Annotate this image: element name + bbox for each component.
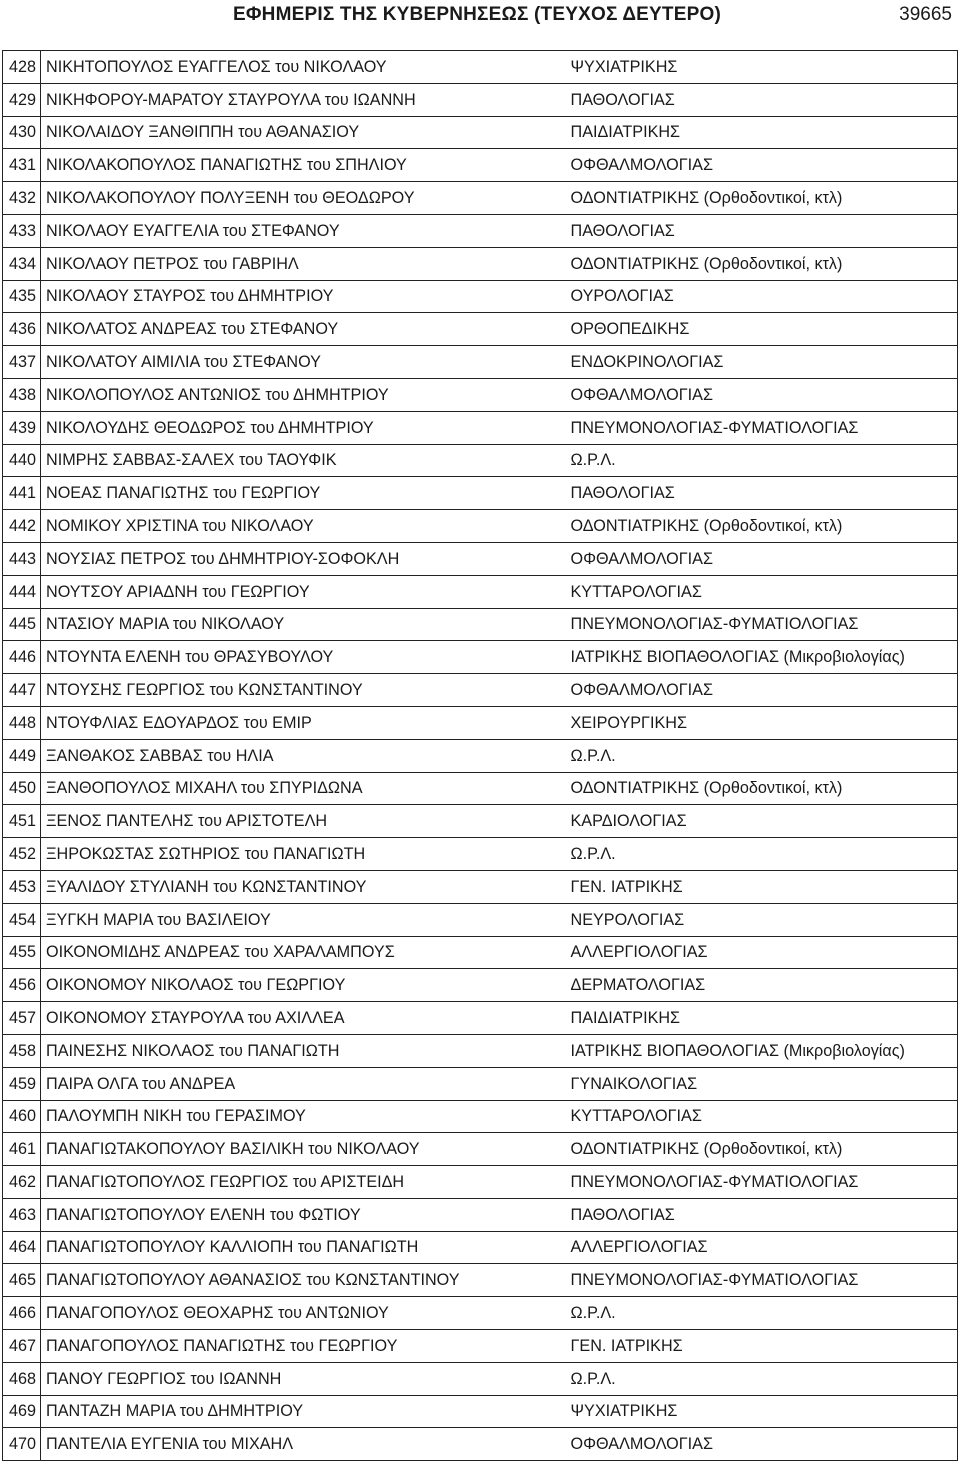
specialty: ΚΥΤΤΑΡΟΛΟΓΙΑΣ [566, 575, 958, 608]
row-number: 452 [3, 838, 41, 871]
specialty: ΠΝΕΥΜΟΝΟΛΟΓΙΑΣ-ΦΥΜΑΤΙΟΛΟΓΙΑΣ [566, 411, 958, 444]
row-number: 464 [3, 1231, 41, 1264]
row-number: 462 [3, 1166, 41, 1199]
person-name: ΝΤΟΥΝΤΑ ΕΛΕΝΗ του ΘΡΑΣΥΒΟΥΛΟΥ [41, 641, 566, 674]
specialty: ΠΝΕΥΜΟΝΟΛΟΓΙΑΣ-ΦΥΜΑΤΙΟΛΟΓΙΑΣ [566, 1264, 958, 1297]
specialty: ΟΡΘΟΠΕΔΙΚΗΣ [566, 313, 958, 346]
row-number: 454 [3, 903, 41, 936]
specialty: ΠΑΙΔΙΑΤΡΙΚΗΣ [566, 116, 958, 149]
person-name: ΝΟΜΙΚΟΥ ΧΡΙΣΤΙΝΑ του ΝΙΚΟΛΑΟΥ [41, 510, 566, 543]
row-number: 444 [3, 575, 41, 608]
table-row [3, 542, 958, 575]
person-name: ΟΙΚΟΝΟΜΟΥ ΣΤΑΥΡΟΥΛΑ του ΑΧΙΛΛΕΑ [41, 1002, 566, 1035]
table-row [3, 510, 958, 543]
person-name: ΠΑΙΡΑ ΟΛΓΑ του ΑΝΔΡΕΑ [41, 1067, 566, 1100]
row-number: 436 [3, 313, 41, 346]
specialty: ΠΑΘΟΛΟΓΙΑΣ [566, 83, 958, 116]
specialty: ΠΑΘΟΛΟΓΙΑΣ [566, 477, 958, 510]
person-name: ΝΙΜΡΗΣ ΣΑΒΒΑΣ-ΣΑΛΕΧ του ΤΑΟΥΦΙΚ [41, 444, 566, 477]
specialty: ΧΕΙΡΟΥΡΓΙΚΗΣ [566, 706, 958, 739]
row-number: 461 [3, 1133, 41, 1166]
table-row [3, 182, 958, 215]
page-number: 39665 [899, 4, 952, 25]
table-row [3, 969, 958, 1002]
specialty: Ω.Ρ.Λ. [566, 739, 958, 772]
table-row [3, 805, 958, 838]
row-number: 457 [3, 1002, 41, 1035]
table-row [3, 1133, 958, 1166]
person-name: ΟΙΚΟΝΟΜΟΥ ΝΙΚΟΛΑΟΣ του ΓΕΩΡΓΙΟΥ [41, 969, 566, 1002]
specialty: ΟΦΘΑΛΜΟΛΟΓΙΑΣ [566, 149, 958, 182]
table-row [3, 575, 958, 608]
specialty: ΚΑΡΔΙΟΛΟΓΙΑΣ [566, 805, 958, 838]
specialty: ΨΥΧΙΑΤΡΙΚΗΣ [566, 51, 958, 84]
specialty: ΟΔΟΝΤΙΑΤΡΙΚΗΣ (Ορθοδοντικοί, κτλ) [566, 510, 958, 543]
specialty: ΟΔΟΝΤΙΑΤΡΙΚΗΣ (Ορθοδοντικοί, κτλ) [566, 772, 958, 805]
row-number: 435 [3, 280, 41, 313]
person-name: ΠΑΝΑΓΙΩΤΟΠΟΥΛΟΥ ΕΛΕΝΗ του ΦΩΤΙΟΥ [41, 1198, 566, 1231]
person-name: ΠΑΙΝΕΣΗΣ ΝΙΚΟΛΑΟΣ του ΠΑΝΑΓΙΩΤΗ [41, 1034, 566, 1067]
table-row [3, 378, 958, 411]
table-row [3, 706, 958, 739]
row-number: 453 [3, 870, 41, 903]
row-number: 450 [3, 772, 41, 805]
specialty: ΕΝΔΟΚΡΙΝΟΛΟΓΙΑΣ [566, 346, 958, 379]
row-number: 428 [3, 51, 41, 84]
row-number: 459 [3, 1067, 41, 1100]
person-name: ΝΙΚΟΛΑΚΟΠΟΥΛΟΥ ΠΟΛΥΞΕΝΗ του ΘΕΟΔΩΡΟΥ [41, 182, 566, 215]
specialty: ΟΦΘΑΛΜΟΛΟΓΙΑΣ [566, 674, 958, 707]
person-name: ΞΥΑΛΙΔΟΥ ΣΤΥΛΙΑΝΗ του ΚΩΝΣΤΑΝΤΙΝΟΥ [41, 870, 566, 903]
person-name: ΠΑΝΤΕΛΙΑ ΕΥΓΕΝΙΑ του ΜΙΧΑΗΛ [41, 1428, 566, 1461]
person-name: ΞΗΡΟΚΩΣΤΑΣ ΣΩΤΗΡΙΟΣ του ΠΑΝΑΓΙΩΤΗ [41, 838, 566, 871]
row-number: 441 [3, 477, 41, 510]
table-row [3, 149, 958, 182]
table-row [3, 903, 958, 936]
page-header [0, 0, 960, 34]
specialty: ΠΑΘΟΛΟΓΙΑΣ [566, 1198, 958, 1231]
row-number: 448 [3, 706, 41, 739]
table-row [3, 280, 958, 313]
person-name: ΠΑΝΑΓΟΠΟΥΛΟΣ ΠΑΝΑΓΙΩΤΗΣ του ΓΕΩΡΓΙΟΥ [41, 1330, 566, 1363]
table-row [3, 838, 958, 871]
specialty: ΓΕΝ. ΙΑΤΡΙΚΗΣ [566, 1330, 958, 1363]
row-number: 460 [3, 1100, 41, 1133]
table-row [3, 83, 958, 116]
table-row [3, 936, 958, 969]
row-number: 437 [3, 346, 41, 379]
person-name: ΝΙΚΟΛΑΟΥ ΠΕΤΡΟΣ του ΓΑΒΡΙΗΛ [41, 247, 566, 280]
specialty: ΔΕΡΜΑΤΟΛΟΓΙΑΣ [566, 969, 958, 1002]
specialty: ΝΕΥΡΟΛΟΓΙΑΣ [566, 903, 958, 936]
row-number: 470 [3, 1428, 41, 1461]
specialty: ΓΕΝ. ΙΑΤΡΙΚΗΣ [566, 870, 958, 903]
specialty: ΟΥΡΟΛΟΓΙΑΣ [566, 280, 958, 313]
specialty: Ω.Ρ.Λ. [566, 1362, 958, 1395]
specialty: ΟΦΘΑΛΜΟΛΟΓΙΑΣ [566, 542, 958, 575]
specialty: ΑΛΛΕΡΓΙΟΛΟΓΙΑΣ [566, 936, 958, 969]
table-row [3, 477, 958, 510]
row-number: 433 [3, 214, 41, 247]
table-row [3, 641, 958, 674]
table-row [3, 346, 958, 379]
table-row [3, 1198, 958, 1231]
specialty: ΠΑΙΔΙΑΤΡΙΚΗΣ [566, 1002, 958, 1035]
row-number: 438 [3, 378, 41, 411]
row-number: 456 [3, 969, 41, 1002]
row-number: 467 [3, 1330, 41, 1363]
appointments-table [2, 50, 958, 1461]
specialty: ΟΔΟΝΤΙΑΤΡΙΚΗΣ (Ορθοδοντικοί, κτλ) [566, 1133, 958, 1166]
row-number: 446 [3, 641, 41, 674]
person-name: ΝΙΚΗΤΟΠΟΥΛΟΣ ΕΥΑΓΓΕΛΟΣ του ΝΙΚΟΛΑΟΥ [41, 51, 566, 84]
table-row [3, 1264, 958, 1297]
row-number: 463 [3, 1198, 41, 1231]
table-row [3, 870, 958, 903]
row-number: 439 [3, 411, 41, 444]
person-name: ΝΟΥΤΣΟΥ ΑΡΙΑΔΝΗ του ΓΕΩΡΓΙΟΥ [41, 575, 566, 608]
person-name: ΝΙΚΟΛΑΤΟΣ ΑΝΔΡΕΑΣ του ΣΤΕΦΑΝΟΥ [41, 313, 566, 346]
table-row [3, 1395, 958, 1428]
person-name: ΟΙΚΟΝΟΜΙΔΗΣ ΑΝΔΡΕΑΣ του ΧΑΡΑΛΑΜΠΟΥΣ [41, 936, 566, 969]
table-row [3, 51, 958, 84]
person-name: ΝΟΕΑΣ ΠΑΝΑΓΙΩΤΗΣ του ΓΕΩΡΓΙΟΥ [41, 477, 566, 510]
row-number: 449 [3, 739, 41, 772]
row-number: 466 [3, 1297, 41, 1330]
table-row [3, 772, 958, 805]
table-row [3, 1231, 958, 1264]
row-number: 455 [3, 936, 41, 969]
row-number: 434 [3, 247, 41, 280]
table-row [3, 1428, 958, 1461]
table-row [3, 608, 958, 641]
table-row [3, 411, 958, 444]
person-name: ΠΑΝΑΓΙΩΤΟΠΟΥΛΟΣ ΓΕΩΡΓΙΟΣ του ΑΡΙΣΤΕΙΔΗ [41, 1166, 566, 1199]
person-name: ΝΙΚΟΛΟΠΟΥΛΟΣ ΑΝΤΩΝΙΟΣ του ΔΗΜΗΤΡΙΟΥ [41, 378, 566, 411]
specialty: ΚΥΤΤΑΡΟΛΟΓΙΑΣ [566, 1100, 958, 1133]
person-name: ΝΙΚΟΛΑΚΟΠΟΥΛΟΣ ΠΑΝΑΓΙΩΤΗΣ του ΣΠΗΛΙΟΥ [41, 149, 566, 182]
table-row [3, 1166, 958, 1199]
person-name: ΠΑΝΑΓΙΩΤΟΠΟΥΛΟΥ ΑΘΑΝΑΣΙΟΣ του ΚΩΝΣΤΑΝΤΙΝΟΥ [41, 1264, 566, 1297]
row-number: 468 [3, 1362, 41, 1395]
person-name: ΞΕΝΟΣ ΠΑΝΤΕΛΗΣ του ΑΡΙΣΤΟΤΕΛΗ [41, 805, 566, 838]
row-number: 430 [3, 116, 41, 149]
row-number: 469 [3, 1395, 41, 1428]
person-name: ΝΙΚΟΛΟΥΔΗΣ ΘΕΟΔΩΡΟΣ του ΔΗΜΗΤΡΙΟΥ [41, 411, 566, 444]
person-name: ΠΑΝΤΑΖΗ ΜΑΡΙΑ του ΔΗΜΗΤΡΙΟΥ [41, 1395, 566, 1428]
table-row [3, 214, 958, 247]
specialty: ΙΑΤΡΙΚΗΣ ΒΙΟΠΑΘΟΛΟΓΙΑΣ (Μικροβιολογίας) [566, 1034, 958, 1067]
specialty: ΟΔΟΝΤΙΑΤΡΙΚΗΣ (Ορθοδοντικοί, κτλ) [566, 247, 958, 280]
specialty: ΟΦΘΑΛΜΟΛΟΓΙΑΣ [566, 1428, 958, 1461]
row-number: 431 [3, 149, 41, 182]
row-number: 458 [3, 1034, 41, 1067]
table-row [3, 674, 958, 707]
row-number: 429 [3, 83, 41, 116]
specialty: ΑΛΛΕΡΓΙΟΛΟΓΙΑΣ [566, 1231, 958, 1264]
person-name: ΝΤΑΣΙΟΥ ΜΑΡΙΑ του ΝΙΚΟΛΑΟΥ [41, 608, 566, 641]
row-number: 432 [3, 182, 41, 215]
gazette-title: ΕΦΗΜΕΡΙΣ ΤΗΣ ΚΥΒΕΡΝΗΣΕΩΣ (ΤΕΥΧΟΣ ΔΕΥΤΕΡΟ) [233, 4, 721, 25]
row-number: 451 [3, 805, 41, 838]
person-name: ΝΤΟΥΣΗΣ ΓΕΩΡΓΙΟΣ του ΚΩΝΣΤΑΝΤΙΝΟΥ [41, 674, 566, 707]
person-name: ΠΑΝΑΓΟΠΟΥΛΟΣ ΘΕΟΧΑΡΗΣ του ΑΝΤΩΝΙΟΥ [41, 1297, 566, 1330]
table-row [3, 1297, 958, 1330]
person-name: ΝΙΚΟΛΑΟΥ ΣΤΑΥΡΟΣ του ΔΗΜΗΤΡΙΟΥ [41, 280, 566, 313]
specialty: Ω.Ρ.Λ. [566, 1297, 958, 1330]
table-row [3, 444, 958, 477]
person-name: ΠΑΝΑΓΙΩΤΑΚΟΠΟΥΛΟΥ ΒΑΣΙΛΙΚΗ του ΝΙΚΟΛΑΟΥ [41, 1133, 566, 1166]
specialty: ΙΑΤΡΙΚΗΣ ΒΙΟΠΑΘΟΛΟΓΙΑΣ (Μικροβιολογίας) [566, 641, 958, 674]
table-row [3, 1330, 958, 1363]
person-name: ΝΙΚΟΛΑΙΔΟΥ ΞΑΝΘΙΠΠΗ του ΑΘΑΝΑΣΙΟΥ [41, 116, 566, 149]
person-name: ΠΑΛΟΥΜΠΗ ΝΙΚΗ του ΓΕΡΑΣΙΜΟΥ [41, 1100, 566, 1133]
table-row [3, 739, 958, 772]
person-name: ΝΙΚΟΛΑΤΟΥ ΑΙΜΙΛΙΑ του ΣΤΕΦΑΝΟΥ [41, 346, 566, 379]
specialty: ΠΝΕΥΜΟΝΟΛΟΓΙΑΣ-ΦΥΜΑΤΙΟΛΟΓΙΑΣ [566, 1166, 958, 1199]
row-number: 447 [3, 674, 41, 707]
specialty: ΟΔΟΝΤΙΑΤΡΙΚΗΣ (Ορθοδοντικοί, κτλ) [566, 182, 958, 215]
table-row [3, 116, 958, 149]
specialty: ΓΥΝΑΙΚΟΛΟΓΙΑΣ [566, 1067, 958, 1100]
specialty: ΟΦΘΑΛΜΟΛΟΓΙΑΣ [566, 378, 958, 411]
table-row [3, 313, 958, 346]
person-name: ΠΑΝΑΓΙΩΤΟΠΟΥΛΟΥ ΚΑΛΛΙΟΠΗ του ΠΑΝΑΓΙΩΤΗ [41, 1231, 566, 1264]
specialty: ΠΝΕΥΜΟΝΟΛΟΓΙΑΣ-ΦΥΜΑΤΙΟΛΟΓΙΑΣ [566, 608, 958, 641]
specialty: ΨΥΧΙΑΤΡΙΚΗΣ [566, 1395, 958, 1428]
person-name: ΞΑΝΘΟΠΟΥΛΟΣ ΜΙΧΑΗΛ του ΣΠΥΡΙΔΩΝΑ [41, 772, 566, 805]
specialty: ΠΑΘΟΛΟΓΙΑΣ [566, 214, 958, 247]
person-name: ΞΥΓΚΗ ΜΑΡΙΑ του ΒΑΣΙΛΕΙΟΥ [41, 903, 566, 936]
row-number: 440 [3, 444, 41, 477]
table-row [3, 1100, 958, 1133]
person-name: ΝΤΟΥΦΛΙΑΣ ΕΔΟΥΑΡΔΟΣ του ΕΜΙΡ [41, 706, 566, 739]
row-number: 442 [3, 510, 41, 543]
table-row [3, 247, 958, 280]
specialty: Ω.Ρ.Λ. [566, 444, 958, 477]
table-row [3, 1067, 958, 1100]
person-name: ΝΟΥΣΙΑΣ ΠΕΤΡΟΣ του ΔΗΜΗΤΡΙΟΥ-ΣΟΦΟΚΛΗ [41, 542, 566, 575]
person-name: ΝΙΚΟΛΑΟΥ ΕΥΑΓΓΕΛΙΑ του ΣΤΕΦΑΝΟΥ [41, 214, 566, 247]
specialty: Ω.Ρ.Λ. [566, 838, 958, 871]
row-number: 445 [3, 608, 41, 641]
row-number: 465 [3, 1264, 41, 1297]
table-body [3, 51, 958, 1461]
table-row [3, 1362, 958, 1395]
table-row [3, 1002, 958, 1035]
person-name: ΞΑΝΘΑΚΟΣ ΣΑΒΒΑΣ του ΗΛΙΑ [41, 739, 566, 772]
person-name: ΝΙΚΗΦΟΡΟΥ-ΜΑΡΑΤΟΥ ΣΤΑΥΡΟΥΛΑ του ΙΩΑΝΝΗ [41, 83, 566, 116]
row-number: 443 [3, 542, 41, 575]
person-name: ΠΑΝΟΥ ΓΕΩΡΓΙΟΣ του ΙΩΑΝΝΗ [41, 1362, 566, 1395]
table-row [3, 1034, 958, 1067]
